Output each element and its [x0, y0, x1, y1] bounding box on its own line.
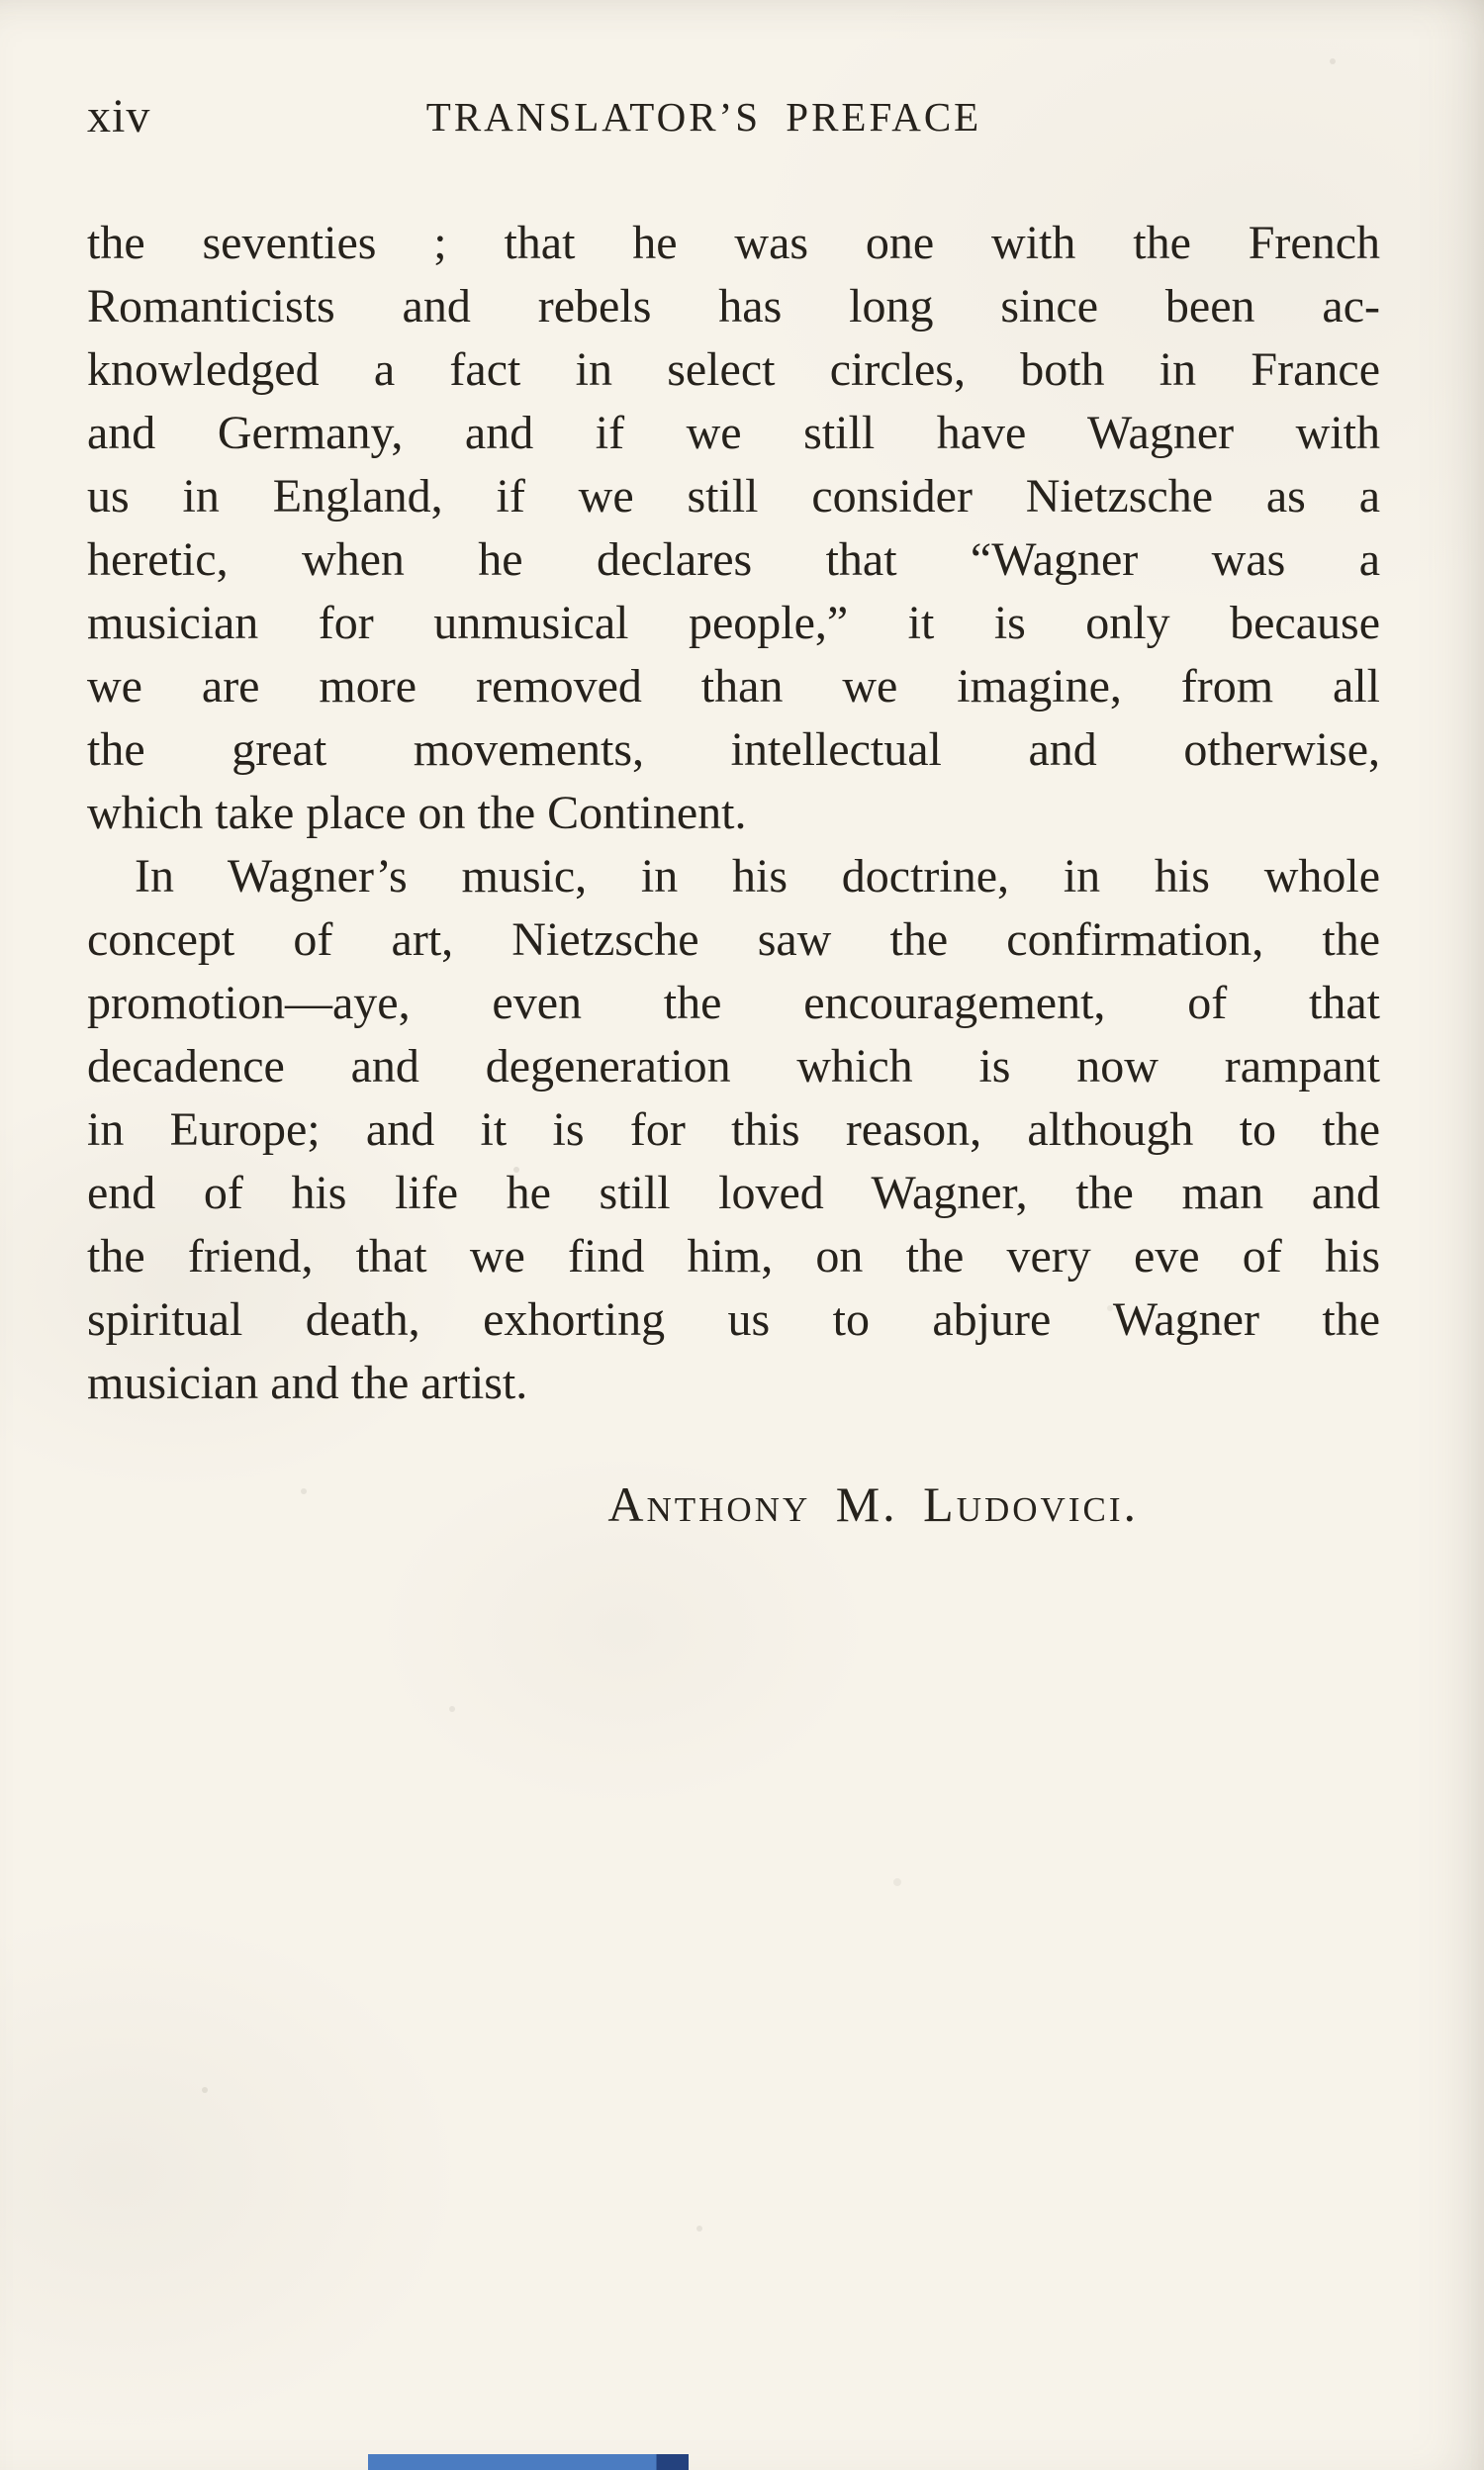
text-line: heretic, when he declares that “Wagner was a	[87, 533, 1380, 586]
text-line: promotion—aye, even the encouragement, of that	[87, 977, 1380, 1029]
paragraph-1	[87, 212, 1380, 845]
signature: Anthony M. Ludovici.	[607, 1476, 1139, 1532]
text-line: the friend, that we find him, on the very eve of his	[87, 1230, 1380, 1282]
text-line: us in England, if we still consider Nietzsche as a	[87, 470, 1380, 522]
text-line: which take place on the Continent.	[87, 787, 747, 839]
running-head: TRANSLATOR’S PREFACE	[425, 94, 982, 140]
text-line: musician for unmusical people,” it is only because	[87, 597, 1380, 649]
text-line: end of his life he still loved Wagner, the man and	[87, 1167, 1380, 1219]
text-line: the great movements, intellectual and otherwise,	[87, 723, 1380, 776]
text-block	[87, 212, 1380, 1536]
text-line: knowledged a fact in select circles, both in France	[87, 343, 1380, 396]
scan-artifact-bar	[368, 2454, 689, 2470]
text-line: and Germany, and if we still have Wagner with	[87, 407, 1380, 459]
text-line: spiritual death, exhorting us to abjure Wagner the	[87, 1293, 1380, 1346]
page-header	[87, 87, 1380, 146]
text-line: decadence and degeneration which is now rampant	[87, 1040, 1380, 1092]
text-line: In Wagner’s music, in his doctrine, in his whole	[135, 850, 1380, 902]
text-line: in Europe; and it is for this reason, although to the	[87, 1103, 1380, 1156]
page-number: xiv	[87, 90, 151, 142]
text-line: we are more removed than we imagine, from all	[87, 660, 1380, 712]
paragraph-2	[87, 845, 1380, 1415]
text-line: concept of art, Nietzsche saw the confirmation, the	[87, 913, 1380, 966]
scan-noise	[0, 0, 4, 4]
text-line: Romanticists and rebels has long since been ac-	[87, 280, 1380, 332]
text-line: the seventies ; that he was one with the French	[87, 217, 1380, 269]
text-line: musician and the artist.	[87, 1357, 528, 1409]
